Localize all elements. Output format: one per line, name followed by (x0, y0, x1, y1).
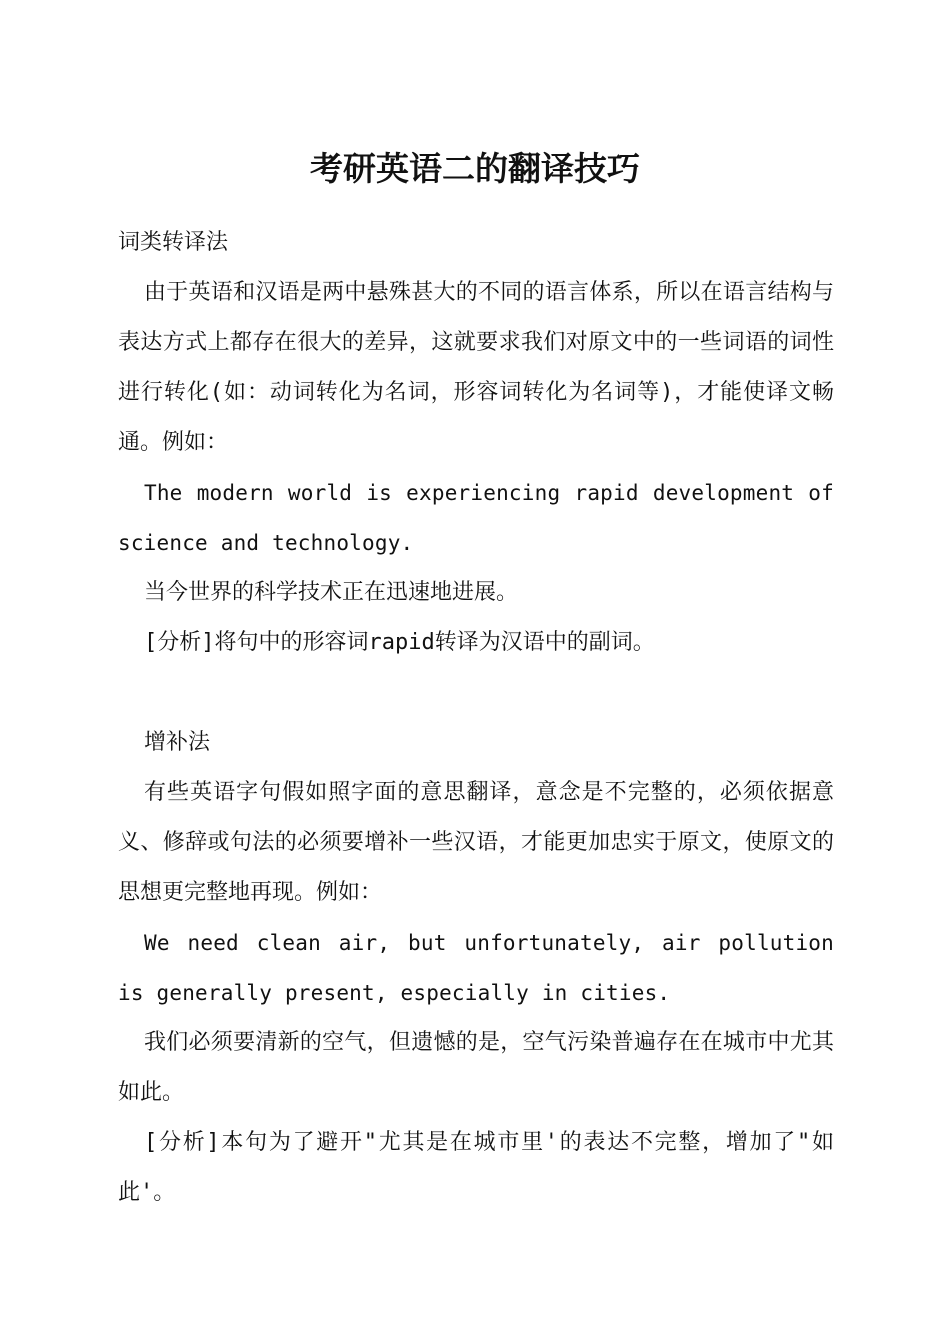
section-2-analysis: [分析]本句为了避开"尤其是在城市里'的表达不完整，增加了"如此'。 (118, 1130, 834, 1205)
document-body (118, 218, 834, 1218)
document-title: 考研英语二的翻译技巧 (310, 149, 640, 188)
section-2-example-chinese: 我们必须要清新的空气，但遗憾的是，空气污染普遍存在在城市中尤其如此。 (118, 1030, 834, 1105)
section-1-example-english: The modern world is experiencing rapid development of science and technology. (118, 481, 834, 555)
section-1-example-chinese: 当今世界的科学技术正在迅速地进展。 (144, 580, 519, 605)
section-heading-amplification: 增补法 (144, 730, 211, 755)
section-1-intro-paragraph: 由于英语和汉语是两中悬殊甚大的不同的语言体系，所以在语言结构与表达方式上都存在很大的差异，这就要求我们对原文中的一些词语的词性进行转化(如：动词转化为名词，形容词转化为名词等)，才能使译文畅通。例如： (118, 280, 834, 455)
section-spacer (118, 668, 834, 718)
section-2-example-english: We need clean air, but unfortunately, air pollution is generally present, especially in cities. (118, 931, 834, 1005)
section-2-intro-paragraph: 有些英语字句假如照字面的意思翻译，意念是不完整的，必须依据意义、修辞或句法的必须要增补一些汉语，才能更加忠实于原文，使原文的思想更完整地再现。例如： (118, 780, 834, 905)
section-heading-part-of-speech-conversion: 词类转译法 (118, 230, 229, 255)
section-1-analysis: [分析]将句中的形容词rapid转译为汉语中的副词。 (144, 630, 655, 655)
